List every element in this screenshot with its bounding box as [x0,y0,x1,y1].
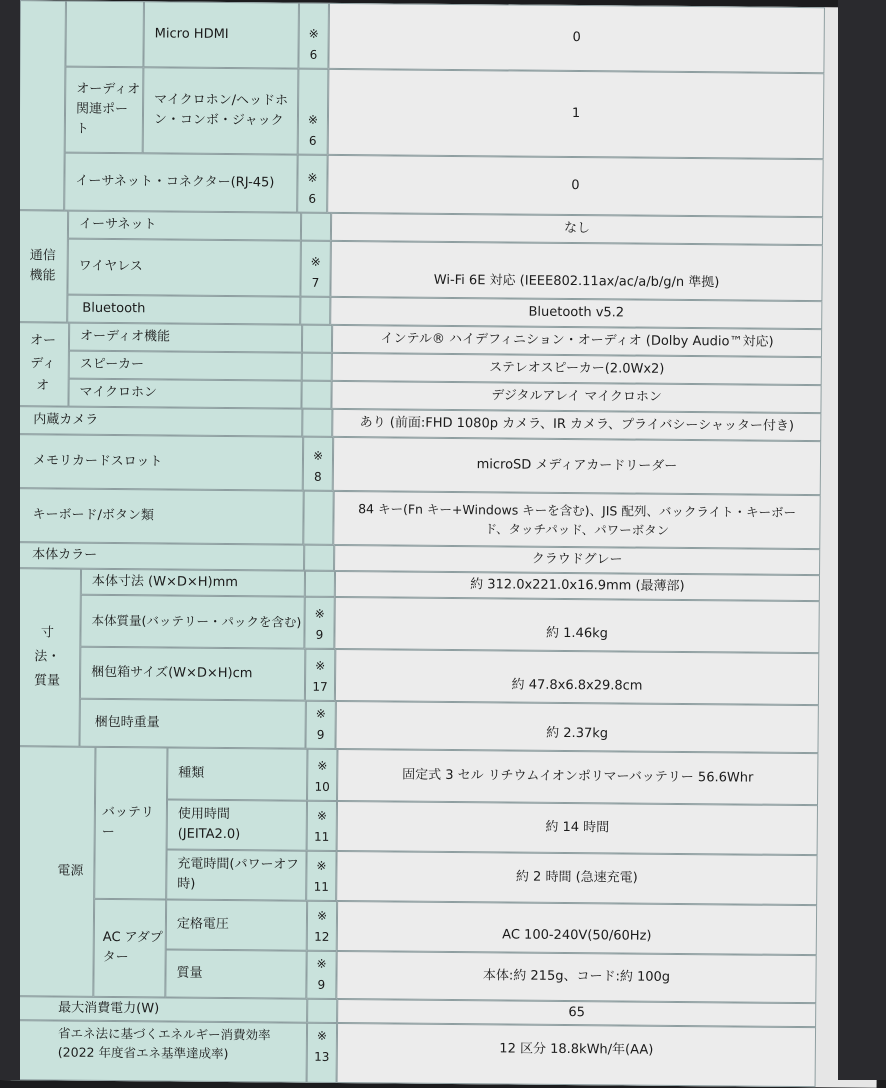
wireless-ref [300,241,330,297]
weight-ref [304,597,334,649]
battery-life-ref [307,801,337,851]
screen-bezel-right [838,0,886,1080]
ethernet-ref-blank [301,213,331,241]
ref-mark: ※ [308,26,319,41]
ref-mark: ※ [316,1028,328,1043]
ref-number: 6 [309,47,318,62]
camera-value: あり (前面:FHD 1080p カメラ、IR カメラ、プライバシーシャッター付き) [332,409,821,441]
dimensions-ref-blank [305,571,335,597]
audio-function-label: オーディオ機能 [69,323,302,353]
ref-mark: ※ [316,858,327,873]
ref-number: 13 [314,1049,330,1064]
microphone-ref-blank [301,381,331,409]
microphone-value: デジタルアレイ マイクロホン [331,381,821,413]
ac-adapter-group-label: AC アダプ ター [93,899,166,998]
rated-voltage-ref [307,901,337,951]
battery-type-ref [307,749,337,801]
micro-hdmi-value: 0 [328,3,825,73]
package-size-value: 約 47.8x6.8x29.8cm [335,649,819,705]
package-weight-label: 梱包時重量 [79,699,305,749]
wireless-label: ワイヤレス [67,239,300,297]
audio-group-label: オー ディ オ [16,322,69,406]
body-color-value: クラウドグレー [334,545,820,575]
speaker-ref-blank [302,353,332,381]
charge-time-ref [306,851,336,901]
max-power-label: 最大消費電力(W) [11,996,307,1023]
speaker-value: ステレオスピーカー(2.0Wx2) [332,353,822,385]
weight-label: 本体質量(バッテリー・パックを含む) [80,595,304,649]
micro-hdmi-label: Micro HDMI [143,1,299,68]
max-power-ref-blank [307,999,337,1023]
efficiency-ref [307,1023,338,1083]
ref-number: 11 [313,879,329,894]
screen-bezel-left [0,0,20,1080]
mic-headphone-ref [298,69,329,155]
bluetooth-value: Bluetooth v5.2 [330,297,822,329]
body-color-label: 本体カラー [15,542,304,571]
dimensions-label: 本体寸法 (W×D×H)mm [81,569,305,597]
ethernet-connector-value: 0 [327,155,823,217]
ref-mark: ※ [315,706,326,721]
ref-mark: ※ [310,254,321,269]
wireless-value: Wi-Fi 6E 対応 (IEEE802.11ax/ac/a/b/g/n 準拠) [330,241,822,301]
ref-mark: ※ [317,758,328,773]
ref-number: 10 [314,779,330,794]
battery-group-label: バッテリー [94,747,167,900]
ref-number: 7 [311,275,320,290]
weight-value: 約 1.46kg [334,597,819,653]
keyboard-value: 84 キー(Fn キー+Windows キーを含む)、JIS 配列、バックライト・キーボー ド、タッチパッド、パワーボタン [333,491,820,549]
rated-voltage-value: AC 100-240V(50/60Hz) [337,901,817,955]
micro-hdmi-ref [298,3,329,69]
audio-function-ref-blank [302,325,332,353]
ref-number: 6 [308,191,317,206]
battery-life-label: 使用時間 (JEITA2.0) [167,799,307,850]
ethernet-label: イーサネット [68,211,301,241]
mic-headphone-value: 1 [328,69,825,159]
charge-time-value: 約 2 時間 (急速充電) [336,851,817,905]
ref-number: 11 [314,829,330,844]
microphone-label: マイクロホン [68,379,301,409]
ethernet-connector-ref [297,155,328,213]
adapter-mass-label: 質量 [165,949,306,998]
camera-label: 内蔵カメラ [16,406,302,436]
ref-number: 8 [313,469,322,484]
package-weight-value: 約 2.37kg [335,701,818,753]
charge-time-label: 充電時間(パワーオフ 時) [166,849,306,900]
adapter-mass-value: 本体:約 215g、コード:約 100g [336,951,816,1003]
dims-group-label: 寸 法・ 質量 [13,568,81,747]
ethernet-value: なし [331,213,823,245]
mic-headphone-label: マイクロホン/ヘッドホ ン・コンボ・ジャック [143,67,299,154]
power-group-label: 電源 [11,746,95,997]
ref-number: 9 [315,627,324,642]
ethernet-connector-label: イーサネット・コネクター(RJ-45) [64,153,297,213]
package-size-ref [305,649,335,701]
ref-number: 9 [316,727,325,742]
battery-life-value: 約 14 時間 [337,801,818,855]
ref-number: 6 [308,133,317,148]
battery-type-value: 固定式 3 セル リチウムイオンポリマーバッテリー 56.6Whr [337,749,818,805]
ref-mark: ※ [316,956,327,971]
rated-voltage-label: 定格電圧 [166,899,307,950]
bluetooth-label: Bluetooth [67,295,300,325]
body-color-ref-blank [304,545,334,571]
package-size-label: 梱包箱サイズ(W×D×H)cm [80,647,305,701]
keyboard-label: キーボード/ボタン類 [15,488,303,545]
adapter-mass-ref [306,951,336,999]
efficiency-label: 省エネ法に基づくエネルギー消費効率 (2022 年度省エネ基準達成率) [11,1020,308,1083]
audio-function-value: インテル® ハイデフィニション・オーディオ (Dolby Audio™対応) [332,325,822,357]
ref-mark: ※ [312,448,324,463]
ref-mark: ※ [314,606,325,621]
keyboard-ref-blank [303,491,333,545]
spec-group-blank [18,0,66,210]
package-weight-ref [305,701,335,749]
dimensions-value: 約 312.0x221.0x16.9mm (最薄部) [335,571,820,601]
memory-card-value: microSD メディアカードリーダー [333,437,821,495]
speaker-label: スピーカー [69,351,302,381]
ref-mark: ※ [307,170,318,185]
ref-number: 12 [314,929,330,944]
audio-port-group-label: オーディオ 関連ポー ト [65,67,144,154]
ref-mark: ※ [316,908,328,923]
ref-mark: ※ [307,112,319,127]
efficiency-value: 12 区分 18.8kWh/年(AA) [337,1023,817,1087]
memory-card-ref [303,437,333,491]
comm-group-label: 通信 機能 [17,210,68,322]
ref-number: 9 [317,977,326,992]
camera-ref-blank [302,409,332,437]
memory-card-label: メモリカードスロット [16,434,303,491]
port-category-blank [65,1,144,68]
max-power-value: 65 [337,999,816,1027]
ref-mark: ※ [316,808,327,823]
battery-type-label: 種類 [167,747,307,800]
ref-number: 17 [312,679,328,694]
bluetooth-ref-blank [300,297,330,325]
ref-mark: ※ [315,658,326,673]
